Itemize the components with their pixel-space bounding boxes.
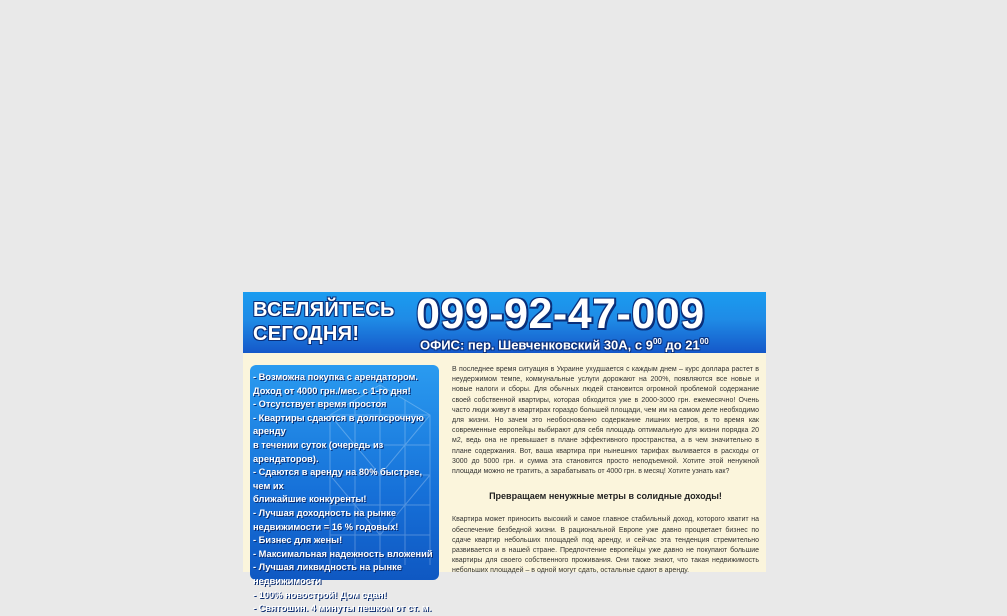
slogan-line-1: ВСЕЛЯЙТЕСЬ (253, 299, 395, 321)
list-item: - Сдаются в аренду на 80% быстрее, чем их (253, 467, 423, 491)
article (452, 365, 759, 577)
office-address (420, 334, 709, 353)
list-item: - Лучшая доходность на рынке (253, 507, 397, 518)
list-item: Доход от 4000 грн./мес. с 1-го дня! (253, 385, 411, 396)
list-item: - Отсутствует время простоя (253, 399, 387, 410)
list-item: ближайшие конкуренты! (253, 494, 367, 505)
list-item: недвижимости (253, 575, 322, 586)
list-item: недвижимости = 16 % годовых! (253, 521, 399, 532)
header-banner (243, 292, 766, 353)
list-item: - Святошин. 4 минуты пешком от ст. м. (253, 603, 432, 614)
list-item: - Возможна покупка с арендатором. (253, 372, 419, 382)
article-paragraph-1: В последнее время ситуация в Украине ухудшается с каждым днем – курс доллара растет в неудержимом темпе, коммунальные услуги дорожают на 200%, появляются все новые и новые налоги и сборы. Для обычных людей становится огромной проблемой содержание своей собственной квартиры, которая обходится уже в 2000-3000 грн. ежемесячно! Очень часто люди живут в квартирах гораздо большей площади, чем им на самом деле необходимо для жизни. Но зачем это необоснованно содержание лишних метров, в то время как современные европейцы выбирают для себя площадь оптимальную для жизни порядка 20 м2, ведь она не превышает в плане эффективного пространства, а в чем значительно в плане содержания. Вот, ваша квартира при нынешних тарифах выливается в расходы от 3000 до 5000 грн. и сумма эта становится просто неподъемной. Хотите этой ненужной площади можно не тратить, а зарабатывать от 4000 грн. в месяц! Хотите узнать как? (452, 366, 759, 476)
list-item: - Лучшая ликвидность на рынке (253, 562, 402, 573)
list-item: - Бизнес для жены! (253, 535, 343, 546)
list-item: в течении суток (очередь из арендаторов). (253, 439, 384, 464)
office-hours-to-minutes: 00 (699, 337, 709, 346)
landing-page (243, 290, 766, 614)
benefits-panel (250, 365, 439, 614)
office-mid: до 21 (661, 337, 700, 353)
list-item: - Максимальная надежность вложений (253, 548, 433, 559)
benefits-list (250, 365, 439, 616)
slogan (253, 298, 395, 346)
list-item: - 100% новострой! Дом сдан! (253, 589, 387, 600)
article-heading: Превращаем ненужные метры в солидные доходы! (489, 491, 722, 502)
slogan-line-2: СЕГОДНЯ! (253, 323, 360, 345)
list-item: - Квартиры сдаются в долгосрочную аренду (253, 412, 424, 437)
phone-number[interactable]: 099-92-47-009 (416, 290, 705, 338)
article-paragraph-2: Квартира может приносить высокий и самое главное стабильный доход, которого хватит на обеспечение безбедной жизни. В рациональной Европе уже давно процветает бизнес по сдаче квартир небольших площадей под аренду, и сейчас эта тенденция стремительно развивается и в нашей стране. Предпочтение европейцы уже давно не покупают большие квартиры для своего собственного проживания. Они также знают, что такая недвижимость небольших площадей – в одной могут сдать, остальные сдают в аренду. (452, 516, 759, 575)
office-prefix: ОФИС: пер. Шевченковский 30А, с 9 (420, 337, 653, 353)
office-hours-from-minutes: 00 (652, 337, 662, 346)
